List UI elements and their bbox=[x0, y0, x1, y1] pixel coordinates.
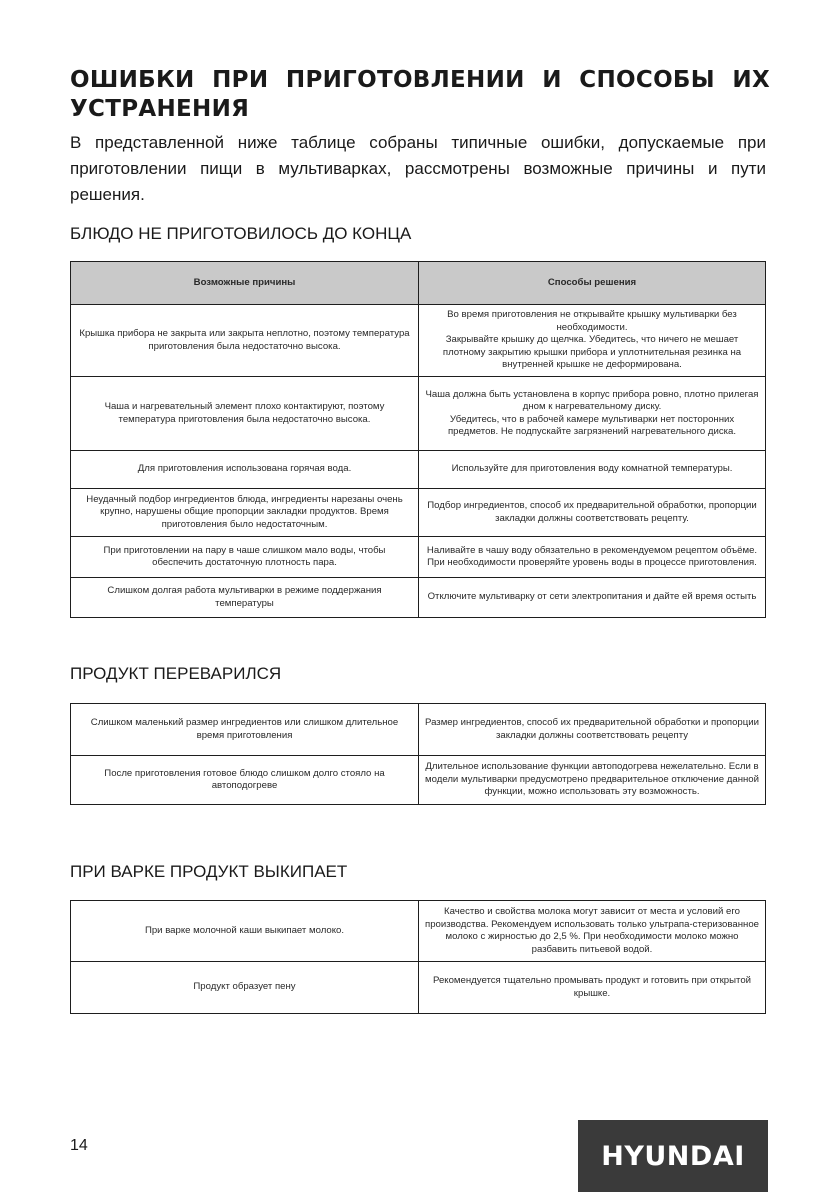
table-row bbox=[71, 756, 766, 805]
cause-cell: При приготовлении на пару в чаше слишком мало воды, чтобы обеспечить достаточную плотность пара. bbox=[71, 537, 419, 578]
page-title: ОШИБКИ ПРИ ПРИГОТОВЛЕНИИ И СПОСОБЫ ИХ УСТРАНЕНИЯ bbox=[70, 67, 770, 122]
table-header-row bbox=[71, 262, 766, 305]
table-row bbox=[71, 377, 766, 451]
table-row bbox=[71, 451, 766, 489]
table-row bbox=[71, 537, 766, 578]
section-title-undercooked: БЛЮДО НЕ ПРИГОТОВИЛОСЬ ДО КОНЦА bbox=[70, 224, 412, 243]
header-causes: Возможные причины bbox=[71, 262, 419, 305]
solution-cell: Размер ингредиентов, способ их предварительной обработки и пропорции закладки должны соответствовать рецепту bbox=[419, 704, 766, 756]
table-row bbox=[71, 489, 766, 537]
table-row bbox=[71, 962, 766, 1014]
table-row bbox=[71, 305, 766, 377]
table-boils-over bbox=[70, 900, 766, 1014]
solution-cell: Наливайте в чашу воду обязательно в рекомендуемом рецептом объёме. При необходимости проверяйте уровень воды в процессе приготовления. bbox=[419, 537, 766, 578]
cause-cell: Слишком долгая работа мультиварки в режиме поддержания температуры bbox=[71, 578, 419, 618]
cause-cell: После приготовления готовое блюдо слишком долго стояло на автоподогреве bbox=[71, 756, 419, 805]
table-row bbox=[71, 704, 766, 756]
cause-cell: Слишком маленький размер ингредиентов или слишком длительное время приготовления bbox=[71, 704, 419, 756]
cause-cell: Неудачный подбор ингредиентов блюда, ингредиенты нарезаны очень крупно, нарушены общие пропорции закладки продуктов. Время приготовления было недостаточным. bbox=[71, 489, 419, 537]
section-title-overcooked: ПРОДУКТ ПЕРЕВАРИЛСЯ bbox=[70, 664, 282, 683]
cause-cell: Крышка прибора не закрыта или закрыта неплотно, поэтому температура приготовления была недостаточно высока. bbox=[71, 305, 419, 377]
table-row bbox=[71, 578, 766, 618]
solution-cell: Длительное использование функции автоподогрева нежелательно. Если в модели мультиварки предусмотрено предварительное отключение данной функции, можно использовать эту возможность. bbox=[419, 756, 766, 805]
page-number: 14 bbox=[70, 1137, 88, 1154]
solution-cell: Используйте для приготовления воду комнатной температуры. bbox=[419, 451, 766, 489]
cause-cell: Продукт образует пену bbox=[71, 962, 419, 1014]
solution-cell: Чаша должна быть установлена в корпус прибора ровно, плотно прилегая дном к нагревательному диску. Убедитесь, что в рабочей камере мультиварки нет посторонних предметов. Не подпускайте загрязнений нагревательного диска. bbox=[419, 377, 766, 451]
solution-cell: Рекомендуется тщательно промывать продукт и готовить при открытой крышке. bbox=[419, 962, 766, 1014]
solution-cell: Качество и свойства молока могут зависит от места и условий его производства. Рекомендуем использовать только ультрапа-стеризованное молоко с жирностью до 2,5 %. При необходимости молоко можно разбавить питьевой водой. bbox=[419, 901, 766, 962]
solution-line: Во время приготовления не открывайте крышку мультиварки без необходимости. Закрывайте крышку до щелчка. Убедитесь, что ничего не мешает плотному закрытию крышки прибора и уплотнительная резинка на внутренней крышке не деформирована. bbox=[442, 309, 742, 371]
cause-cell: Чаша и нагревательный элемент плохо контактируют, поэтому температура приготовления была недостаточно высока. bbox=[71, 377, 419, 451]
table-row bbox=[71, 901, 766, 962]
cause-cell: Для приготовления использована горячая вода. bbox=[71, 451, 419, 489]
solution-cell: Подбор ингредиентов, способ их предварительной обработки, пропорции закладки должны соответствовать рецепту. bbox=[419, 489, 766, 537]
table-overcooked bbox=[70, 703, 766, 805]
intro-paragraph: В представленной ниже таблице собраны типичные ошибки, допускаемые при приготовлении пищи в мультиварках, рассмотрены возможные причины и пути решения. bbox=[70, 133, 766, 204]
brand-logo bbox=[578, 1120, 768, 1192]
cause-cell: При варке молочной каши выкипает молоко. bbox=[71, 901, 419, 962]
solution-cell bbox=[419, 305, 766, 377]
table-undercooked bbox=[70, 261, 766, 618]
brand-logo-text: HYUNDAI bbox=[601, 1140, 745, 1172]
header-solutions: Способы решения bbox=[419, 262, 766, 305]
section-title-boils-over: ПРИ ВАРКЕ ПРОДУКТ ВЫКИПАЕТ bbox=[70, 862, 348, 881]
solution-cell: Отключите мультиварку от сети электропитания и дайте ей время остыть bbox=[419, 578, 766, 618]
